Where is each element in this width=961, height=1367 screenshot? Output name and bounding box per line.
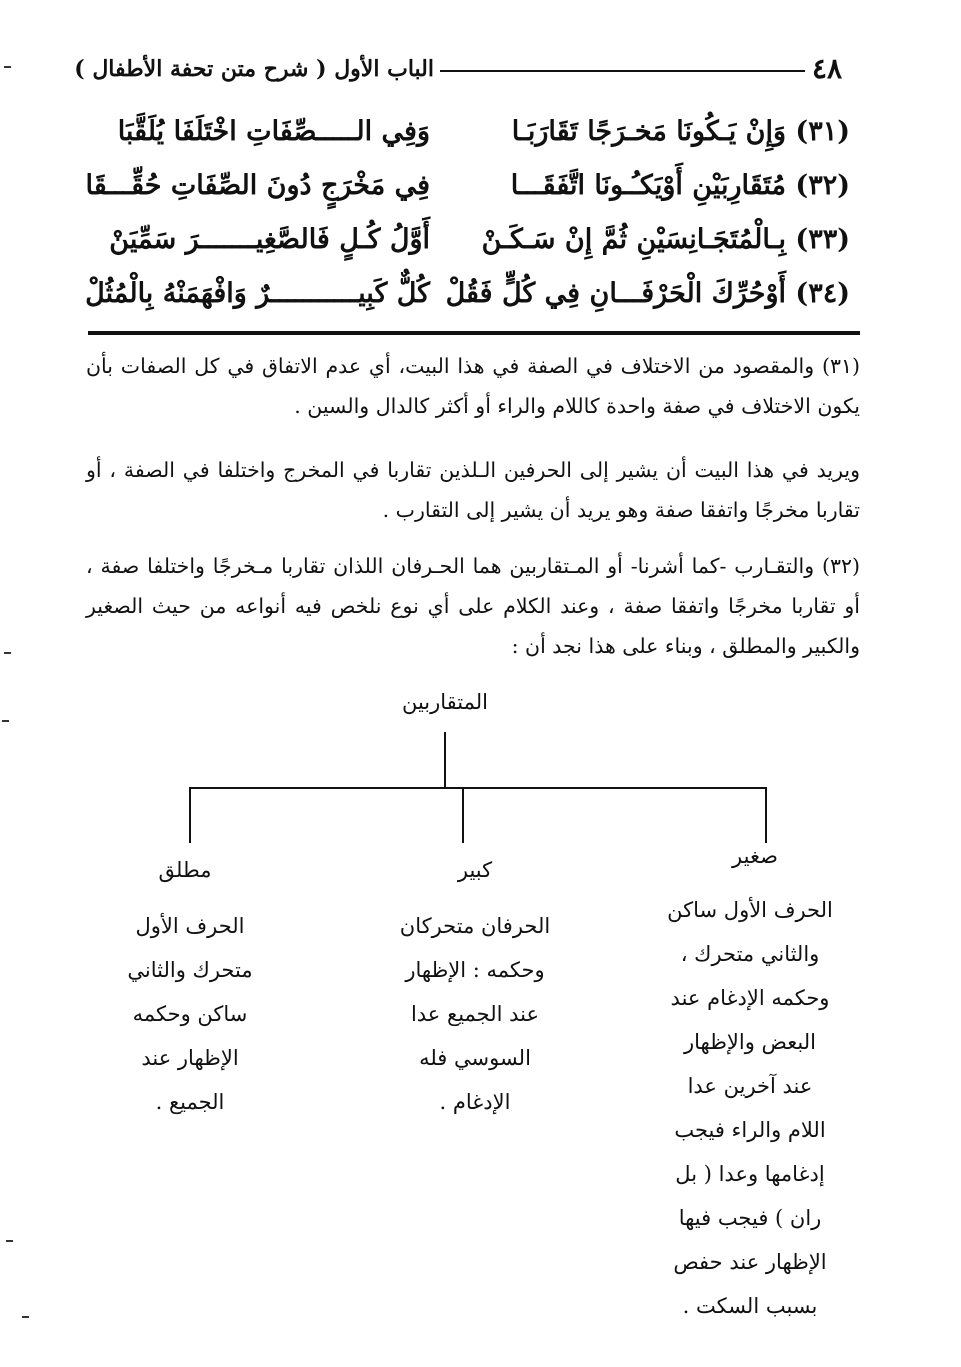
tree-root-stem [444, 732, 446, 788]
tree-horizontal-bar [189, 787, 767, 789]
node-mutlaq-description: الحرف الأول متحرك والثاني ساكن وحكمه الإظهار عند الجميع . [127, 914, 253, 1114]
scan-mark [4, 66, 11, 68]
tree-branch-kabir [462, 787, 464, 843]
verse-31-first-half: (٣١) وَإِنْ يَـكُونَا مَخـرَجًا تَقَارَبَـا [511, 116, 850, 147]
verse-33-second-half: أَوَّلُ كُـلٍ فَالصَّغِيـــــــرَ سَمِّيَنْ [109, 224, 430, 255]
scan-mark [22, 1316, 29, 1318]
chapter-title: الباب الأول ( شرح متن تحفة الأطفال ) [74, 56, 434, 82]
commentary-paragraph-32: (٣٢) والتقـارب -كما أشرنا- أو المـتقاربين هما الحـرفان اللذان تقاربا مـخرجًا واختلفا صفة ، أو تقاربا مخرجًا واتفقا صفة ، وعند الكلام على أي نوع نلخص فيه أنواعه من حيث الصغير والكبير والمطلق ، وبناء على هذا نجد أن : [86, 554, 860, 658]
verse-34-first-half: (٣٤) أَوْحُرِّكَ الْحَرْفَـــانِ فِي كُلٍّ فَقُلْ [445, 278, 850, 309]
scan-mark [2, 720, 9, 722]
verse-32-second-half: فِي مَخْرَجٍ دُونَ الصِّفَاتِ حُقِّـــقَا [85, 170, 430, 201]
verse-separator-rule [88, 331, 860, 335]
verse-33-first-half: (٣٣) بِـالْمُتَجَـانِسَيْنِ ثُمَّ إِنْ سَـكَـنْ [481, 224, 850, 255]
header-rule [440, 70, 805, 72]
tree-root-label: المتقاربين [401, 690, 489, 714]
tree-branch-saghir [765, 787, 767, 843]
verse-34-second-half: كُلٌّ كَبِيـــــــــــرٌ وَافْهَمَنْهُ بِالْمُثُلْ [85, 278, 430, 309]
verse-31-second-half: وَفِي الـــــصِّفَاتِ اخْتَلَفَا يُلَقَّبَا [117, 116, 430, 147]
node-mutlaq-title: مطلق [158, 858, 212, 882]
commentary-paragraph-31-continued: ويريد في هذا البيت أن يشير إلى الحرفين الـلذين تقاربا في المخرج واختلفا في الصفة ، أو تقاربا مخرجًا واتفقا صفة وهو يريد أن يشير إلى التقارب . [86, 458, 860, 522]
node-saghir-description: الحرف الأول ساكن والثاني متحرك ، وحكمه الإدغام عند البعض والإظهار عند آخرين عدا اللام والراء فيجب إدغامها وعدا ( بل ران ) فيجب فيها الإظهار عند حفص بسبب السكت . [667, 898, 833, 1318]
verse-32-first-half: (٣٢) مُتَقَارِبَيْنِ أَوْيَكـُـونَا اتَّفَقَـــا [510, 170, 850, 201]
scan-mark [6, 1240, 13, 1242]
tree-branch-mutlaq [189, 787, 191, 843]
node-saghir-title: صغير [732, 844, 778, 868]
node-kabir-title: كبير [457, 858, 493, 882]
scan-mark [4, 652, 11, 654]
node-kabir-description: الحرفان متحركان وحكمه : الإظهار عند الجميع عدا السوسي فله الإدغام . [399, 914, 551, 1114]
page-number: ٤٨ [812, 52, 843, 85]
commentary-paragraph-31: (٣١) والمقصود من الاختلاف في الصفة في هذا البيت، أي عدم الاتفاق في كل الصفات بأن يكون الاختلاف في صفة واحدة كاللام والراء أو أكثر كالدال والسين . [86, 354, 860, 418]
